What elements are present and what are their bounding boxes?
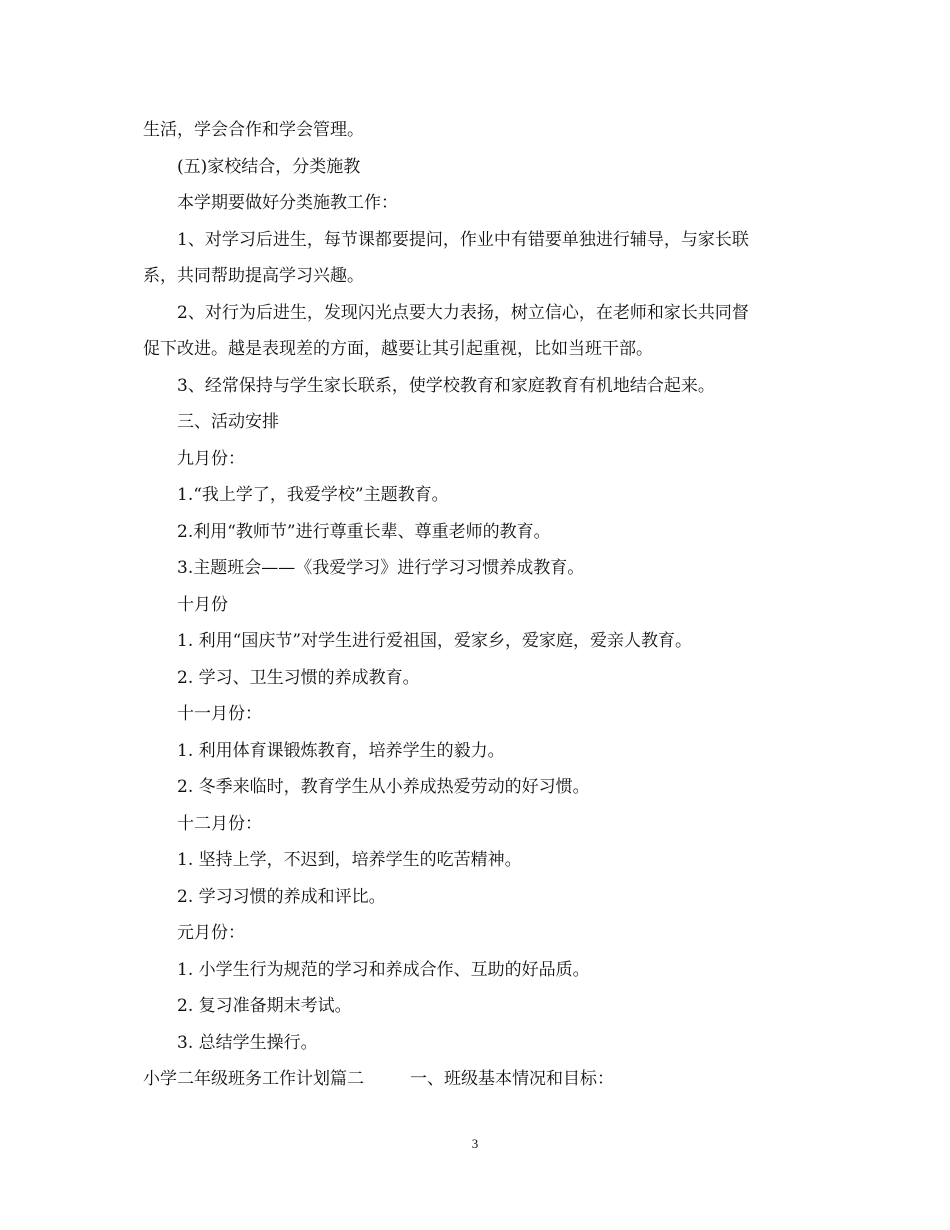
text-line: 2、对行为后进生，发现闪光点要大力表扬，树立信心，在老师和家长共同督 <box>177 302 749 323</box>
text-line: 3、经常保持与学生家长联系，使学校教育和家庭教育有机地结合起来。 <box>177 375 715 396</box>
list-item: 2.利用“教师节”进行尊重长辈、尊重老师的教育。 <box>177 521 551 542</box>
document-body <box>143 112 813 1098</box>
month-heading: 九月份： <box>177 448 245 469</box>
list-item: 2. 学习、卫生习惯的养成教育。 <box>177 667 420 688</box>
final-line <box>143 1061 813 1098</box>
list-item: 1.“我上学了，我爱学校”主题教育。 <box>177 485 449 505</box>
list-item: 3.主题班会——《我爱学习》进行学习习惯养成教育。 <box>177 558 585 578</box>
text-line: 系，共同帮助提高学习兴趣。 <box>143 266 364 286</box>
month-heading: 元月份： <box>177 923 245 943</box>
text-line: 生活，学会合作和学会管理。 <box>143 120 364 140</box>
month-heading: 十一月份： <box>177 704 262 724</box>
month-heading: 十二月份： <box>177 813 262 834</box>
list-item: 1. 小学生行为规范的学习和养成合作、互助的好品质。 <box>177 959 590 980</box>
list-item: 3. 总结学生操行。 <box>177 1032 318 1053</box>
list-item: 2. 冬季来临时，教育学生从小养成热爱劳动的好习惯。 <box>177 777 590 797</box>
list-item: 2. 学习习惯的养成和评比。 <box>177 886 386 907</box>
section-title: 小学二年级班务工作计划篇二 <box>143 1069 364 1089</box>
section-heading: (五)家校结合，分类施教 <box>177 156 361 177</box>
list-item: 1. 坚持上学，不迟到，培养学生的吃苦精神。 <box>177 850 522 870</box>
list-item: 2. 复习准备期末考试。 <box>177 996 352 1016</box>
list-item: 1. 利用“国庆节”对学生进行爱祖国，爱家乡，爱家庭，爱亲人教育。 <box>177 631 693 651</box>
text-line: 促下改进。越是表现差的方面，越要让其引起重视，比如当班干部。 <box>143 339 653 359</box>
section-heading: 三、活动安排 <box>177 412 279 432</box>
text-line: 本学期要做好分类施教工作： <box>177 193 398 213</box>
page-number: 3 <box>471 1136 479 1151</box>
text-line: 1、对学习后进生，每节课都要提问，作业中有错要单独进行辅导，与家长联 <box>177 229 749 250</box>
list-item: 1. 利用体育课锻炼教育，培养学生的毅力。 <box>177 740 505 761</box>
section-subtitle: 一、班级基本情况和目标： <box>410 1069 614 1089</box>
month-heading: 十月份 <box>177 594 228 615</box>
